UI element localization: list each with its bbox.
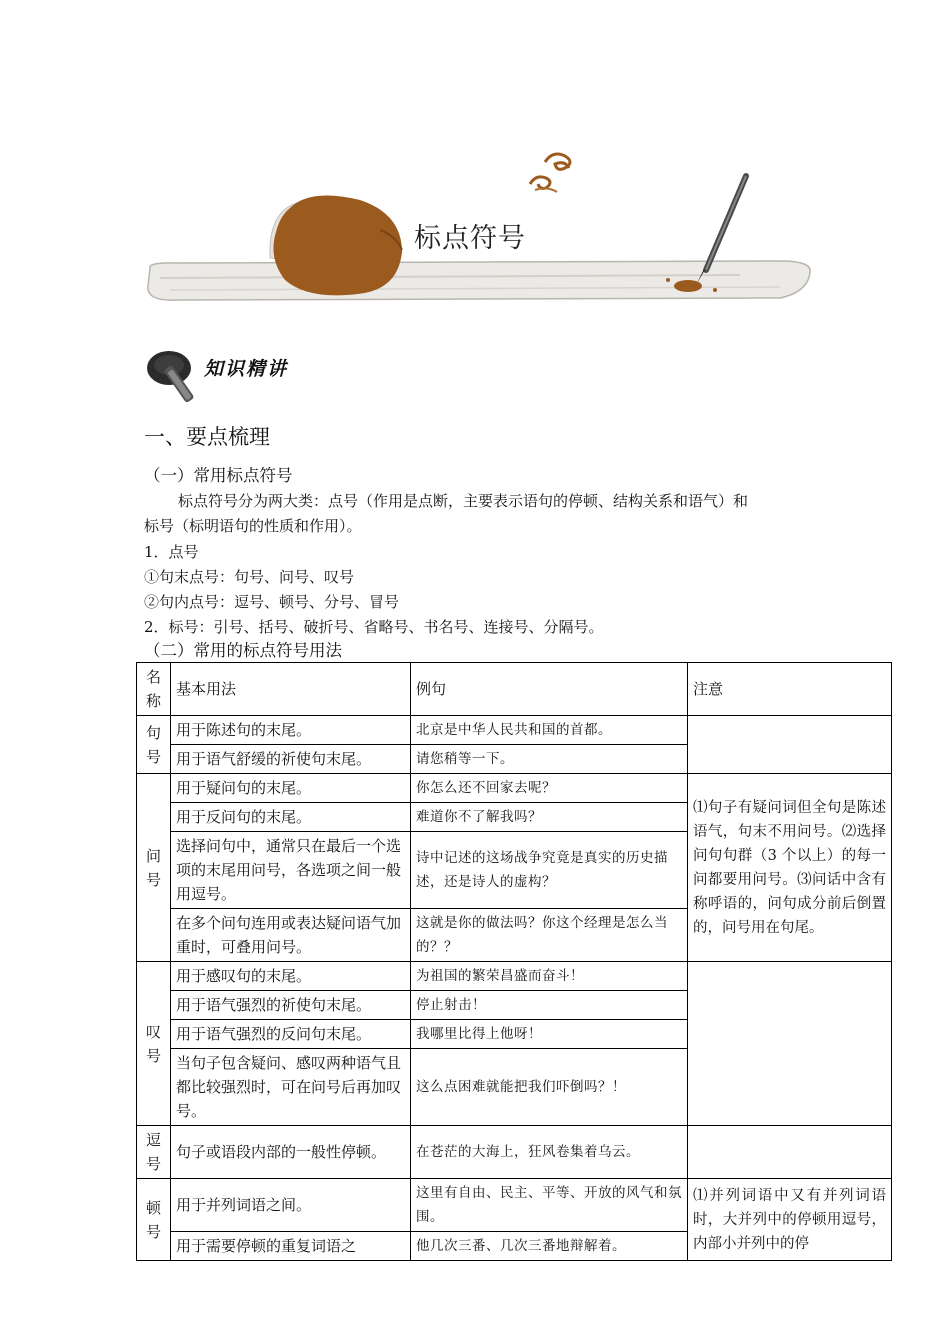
title-banner (140, 140, 820, 310)
usage-cell: 句子或语段内部的一般性停顿。 (171, 1126, 411, 1179)
intro-line-2: 标号（标明语句的性质和作用）。 (144, 517, 362, 535)
example-cell: 停止射击！ (411, 991, 688, 1020)
example-cell: 我哪里比得上他呀！ (411, 1020, 688, 1049)
name-question: 问号 (137, 774, 171, 962)
name-exclamation: 叹号 (137, 962, 171, 1126)
point-2: 2．标号：引号、括号、破折号、省略号、书名号、连接号、分隔号。 (144, 618, 604, 636)
note-exclamation (688, 962, 892, 1126)
punctuation-usage-table (136, 662, 892, 1261)
usage-cell: 用于语气强烈的反问句末尾。 (171, 1020, 411, 1049)
example-cell: 你怎么还不回家去呢？ (411, 774, 688, 803)
section-badge-label: 知识精讲 (204, 358, 289, 380)
header-note: 注意 (688, 663, 892, 716)
usage-cell: 用于感叹句的末尾。 (171, 962, 411, 991)
example-cell: 诗中记述的这场战争究竟是真实的历史描述，还是诗人的虚构？ (411, 832, 688, 909)
example-cell: 难道你不了解我吗？ (411, 803, 688, 832)
example-cell: 为祖国的繁荣昌盛而奋斗！ (411, 962, 688, 991)
usage-cell: 用于反问句的末尾。 (171, 803, 411, 832)
example-cell: 请您稍等一下。 (411, 745, 688, 774)
usage-cell: 用于陈述句的末尾。 (171, 716, 411, 745)
header-example: 例句 (411, 663, 688, 716)
table-row (137, 774, 892, 803)
note-question: ⑴句子有疑问词但全句是陈述语气，句末不用问号。⑵选择问句句群（3 个以上）的每一问都要用问号。⑶问话中含有称呼语的，问句成分前后倒置的，问号用在句尾。 (688, 774, 892, 962)
name-comma: 逗号 (137, 1126, 171, 1179)
table-row (137, 1126, 892, 1179)
note-comma (688, 1126, 892, 1179)
name-period: 句号 (137, 716, 171, 774)
example-cell: 在苍茫的大海上，狂风卷集着乌云。 (411, 1126, 688, 1179)
point-1a: ①句末点号：句号、问号、叹号 (144, 568, 355, 586)
subheading-common-punctuation: （一）常用标点符号 (144, 466, 293, 485)
table-header-row (137, 663, 892, 716)
point-1b: ②句内点号：逗号、顿号、分号、冒号 (144, 593, 400, 611)
table-row (137, 1179, 892, 1232)
usage-cell: 用于疑问句的末尾。 (171, 774, 411, 803)
usage-cell: 当句子包含疑问、感叹两种语气且都比较强烈时，可在问号后再加叹号。 (171, 1049, 411, 1126)
page-title: 标点符号 (414, 223, 526, 254)
usage-cell: 在多个问句连用或表达疑问语气加重时，可叠用问号。 (171, 909, 411, 962)
example-cell: 这里有自由、民主、平等、开放的风气和氛围。 (411, 1179, 688, 1232)
note-period (688, 716, 892, 774)
subheading-usage: （二）常用的标点符号用法 (144, 641, 342, 660)
usage-cell: 用于需要停顿的重复词语之 (171, 1232, 411, 1261)
intro-line-1: 标点符号分为两大类：点号（作用是点断，主要表示语句的停顿、结构关系和语气）和 (178, 492, 749, 510)
example-cell: 这么点困难就能把我们吓倒吗？！ (411, 1049, 688, 1126)
name-enumeration: 顿号 (137, 1179, 171, 1261)
note-enumeration: ⑴并列词语中又有并列词语时，大并列中的停顿用逗号，内部小并列中的停 (688, 1179, 892, 1261)
usage-cell: 用于语气强烈的祈使句末尾。 (171, 991, 411, 1020)
section-badge (144, 346, 344, 408)
example-cell: 这就是你的做法吗？你这个经理是怎么当的？？ (411, 909, 688, 962)
point-1: 1．点号 (144, 543, 199, 561)
cloud-swirl-icon (530, 154, 570, 192)
heading-key-points: 一、要点梳理 (144, 425, 270, 449)
usage-cell: 选择问句中，通常只在最后一个选项的末尾用问号，各选项之间一般用逗号。 (171, 832, 411, 909)
table-row (137, 716, 892, 745)
ink-stone-icon (144, 346, 204, 408)
header-name: 名称 (137, 663, 171, 716)
example-cell: 北京是中华人民共和国的首都。 (411, 716, 688, 745)
header-usage: 基本用法 (171, 663, 411, 716)
table-row (137, 962, 892, 991)
example-cell: 他几次三番、几次三番地辩解着。 (411, 1232, 688, 1261)
usage-cell: 用于并列词语之间。 (171, 1179, 411, 1232)
usage-cell: 用于语气舒缓的祈使句末尾。 (171, 745, 411, 774)
